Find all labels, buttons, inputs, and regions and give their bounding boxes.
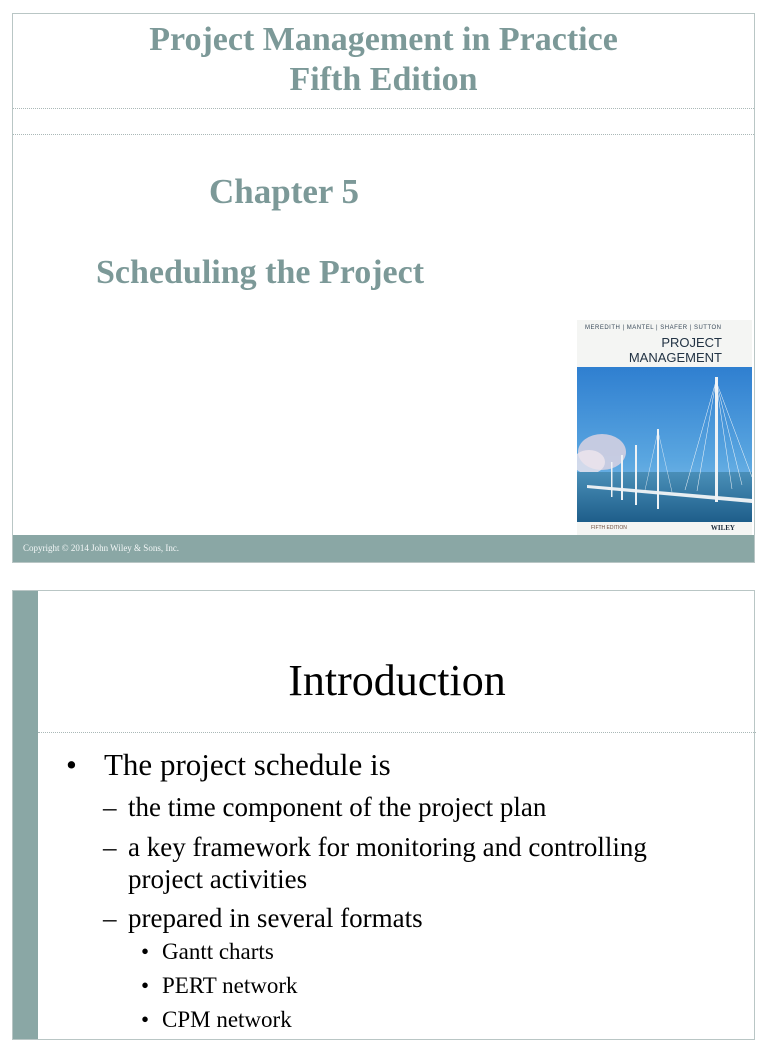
slide-footer-bar: [13, 535, 754, 562]
slide-side-bar: [13, 591, 38, 1039]
format-item: • CPM network: [141, 1007, 292, 1032]
sub-item-continuation: project activities: [128, 864, 308, 894]
copyright-notice: Copyright © 2014 John Wiley & Sons, Inc.: [23, 543, 180, 553]
cover-title-line2: MANAGEMENT: [628, 350, 722, 365]
title-divider-top: [13, 108, 754, 109]
slide-title: Introduction: [288, 656, 506, 705]
bridge-photo: [577, 367, 752, 522]
sub-item: – the time component of the project plan: [103, 792, 547, 822]
cover-edition: FIFTH EDITION: [591, 525, 627, 531]
sub-item: – prepared in several formats: [103, 903, 423, 933]
course-title: [13, 20, 754, 100]
bullet-dot-icon: •: [141, 1007, 150, 1032]
format-item: • Gantt charts: [141, 939, 274, 964]
chapter-subtitle: Scheduling the Project: [96, 254, 425, 291]
dash-icon: –: [103, 903, 117, 933]
bullet-dot-icon: •: [141, 939, 150, 964]
course-title-line1: Project Management in Practice: [149, 21, 618, 58]
course-title-line2: Fifth Edition: [289, 61, 478, 98]
introduction-slide: [12, 590, 755, 1040]
dash-icon: –: [103, 832, 117, 862]
book-cover-image: [577, 320, 752, 536]
wiley-logo: WILEY: [710, 524, 735, 532]
sub-item: – a key framework for monitoring and controlling: [103, 832, 647, 862]
bullet-dot-icon: •: [141, 973, 150, 998]
dash-icon: –: [103, 792, 117, 822]
cover-title-line1: PROJECT: [661, 335, 722, 350]
bullet-dot-icon: •: [66, 747, 77, 782]
format-item: • PERT network: [141, 973, 298, 998]
title-divider-bottom: [13, 134, 754, 135]
bullet-item: • The project schedule is: [66, 747, 391, 782]
chapter-heading: Chapter 5: [209, 172, 360, 211]
cover-authors: MEREDITH | MANTEL | SHAFER | SUTTON: [585, 325, 722, 331]
slide-title-divider: [38, 732, 756, 733]
title-slide: [12, 13, 755, 563]
